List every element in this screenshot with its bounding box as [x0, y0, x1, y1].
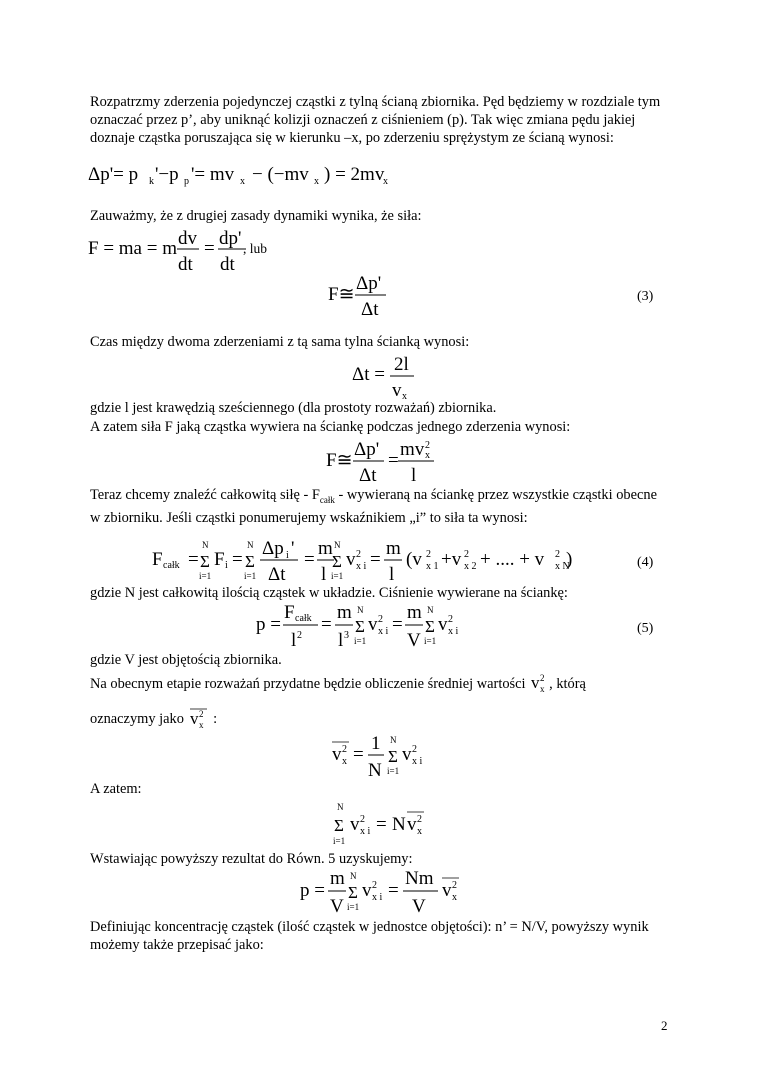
svg-text:V: V	[330, 896, 344, 917]
svg-text:całk: całk	[295, 613, 312, 624]
svg-text:l: l	[338, 630, 344, 651]
svg-text:Δt: Δt	[268, 564, 286, 585]
svg-text:Δp': Δp'	[354, 439, 380, 460]
svg-text:Σ: Σ	[425, 617, 435, 636]
paragraph-collision: Rozpatrzmy zderzenia pojedynczej cząstki z tylną ścianą zbiornika. Pęd będziemy w rozdziale tym oznaczać przez p’, aby uniknąć kolizji oznaczeń z ciśnieniem (p). Tak więc zmiana pędu jakiej doznaje cząstka poruszająca się w kierunku –x, po zderzeniu sprężystym ze ścianą wynosi:	[90, 94, 661, 146]
svg-text:) = 2mv: ) = 2mv	[324, 164, 385, 185]
equation-4-total-force	[152, 537, 572, 587]
svg-text:p: p	[184, 176, 189, 187]
svg-text:=: =	[376, 814, 387, 835]
equation-sum-equals-n-mean	[330, 800, 440, 850]
svg-text:dt: dt	[220, 254, 235, 275]
paragraph-volume: gdzie V jest objętością zbiornika.	[90, 652, 282, 668]
svg-text:N: N	[390, 735, 397, 745]
paragraph-second-law: Zauważmy, że z drugiej zasady dynamiki wynika, że siła:	[90, 208, 422, 224]
svg-text:N: N	[357, 605, 364, 615]
svg-text:l: l	[411, 465, 417, 486]
svg-text:x i: x i	[372, 892, 383, 903]
svg-text:Δp': Δp'	[356, 273, 382, 294]
svg-text:=: =	[204, 238, 215, 259]
equation-mean-square-velocity	[330, 732, 440, 782]
svg-text:Σ: Σ	[355, 617, 365, 636]
svg-text:i=1: i=1	[333, 836, 346, 846]
svg-text:Σ: Σ	[348, 883, 358, 902]
svg-text:x: x	[425, 450, 430, 461]
svg-text:Δt =: Δt =	[352, 364, 385, 385]
paragraph-collision-time: Czas między dwoma zderzeniami z tą sama tylna ścianką wynosi:	[90, 334, 470, 350]
svg-text:2: 2	[452, 880, 457, 891]
equation-pressure-mean	[300, 866, 470, 918]
svg-text:m: m	[407, 602, 422, 623]
svg-text:i=1: i=1	[244, 571, 257, 581]
svg-text:2: 2	[448, 614, 453, 625]
svg-text:dv: dv	[178, 228, 197, 249]
svg-text:N: N	[337, 802, 344, 812]
svg-text:v: v	[346, 549, 356, 570]
svg-text:l: l	[389, 564, 395, 585]
svg-text:v: v	[407, 814, 417, 835]
svg-text:i: i	[286, 550, 289, 561]
svg-text:+v: +v	[441, 549, 462, 570]
svg-text:Σ: Σ	[334, 816, 344, 835]
svg-text:=: =	[304, 549, 315, 570]
svg-text:i=1: i=1	[424, 636, 437, 646]
svg-text:': '	[291, 538, 295, 559]
svg-text:Nm: Nm	[405, 868, 434, 889]
svg-text:N: N	[392, 814, 406, 835]
svg-text:l: l	[291, 630, 297, 651]
svg-text:2: 2	[412, 744, 417, 755]
svg-text:2: 2	[198, 709, 204, 719]
total-force-text-before: Teraz chcemy znaleźć całkowitą siłę - F	[90, 487, 320, 503]
svg-text:x: x	[402, 391, 407, 401]
svg-text:x: x	[342, 756, 347, 767]
svg-text:2: 2	[555, 549, 560, 560]
total-force-text-after: - wywieraną na ściankę przez wszystkie cząstki obecne w zbiorniku. Jeśli cząstki ponumerujemy wskaźnikiem „i” to siła ta wynosi:	[90, 487, 657, 526]
svg-text:całk: całk	[163, 560, 180, 571]
svg-text:dp': dp'	[219, 228, 242, 249]
equation-single-collision-force	[326, 436, 446, 486]
inline-vx-squared	[529, 672, 549, 694]
svg-text:k: k	[149, 176, 154, 187]
svg-text:2: 2	[425, 440, 430, 451]
svg-text:=: =	[321, 614, 332, 635]
lub-label: , lub	[243, 241, 268, 256]
svg-text:2: 2	[426, 549, 431, 560]
svg-text:l: l	[321, 564, 327, 585]
svg-text:p =: p =	[300, 880, 325, 901]
svg-text:2: 2	[342, 744, 347, 755]
paragraph-substitution: Wstawiając powyższy rezultat do Równ. 5 uzyskujemy:	[90, 851, 413, 867]
svg-text:Δp'= p: Δp'= p	[88, 164, 139, 185]
svg-text:i=1: i=1	[347, 902, 360, 912]
mean-text-line1: Na obecnym etapie rozważań przydatne będzie obliczenie średniej wartości	[90, 676, 526, 692]
svg-text:x 2: x 2	[464, 561, 477, 572]
svg-text:N: N	[334, 540, 341, 550]
svg-text:v: v	[531, 673, 540, 692]
svg-text:v: v	[189, 709, 199, 728]
svg-text:m: m	[386, 538, 401, 559]
svg-text:p =: p =	[256, 614, 281, 635]
svg-text:'= mv: '= mv	[191, 164, 235, 185]
svg-text:F: F	[214, 549, 225, 570]
svg-text:2: 2	[540, 673, 545, 683]
svg-text:Σ: Σ	[245, 552, 255, 571]
svg-text:F: F	[152, 549, 163, 570]
equation-3-force-approx	[328, 270, 398, 320]
svg-text:Δt: Δt	[359, 465, 377, 486]
svg-text:F≅: F≅	[326, 450, 353, 471]
svg-text:x: x	[417, 826, 422, 837]
svg-text:i=1: i=1	[331, 571, 344, 581]
paragraph-therefore: A zatem:	[90, 781, 142, 797]
svg-text:mv: mv	[400, 439, 425, 460]
svg-text:m: m	[337, 602, 352, 623]
svg-text:2: 2	[417, 814, 422, 825]
svg-text:=: =	[353, 744, 364, 765]
svg-text:v: v	[402, 744, 412, 765]
svg-text:F≅: F≅	[328, 284, 355, 305]
svg-text:m: m	[318, 538, 333, 559]
svg-text:=: =	[392, 614, 403, 635]
svg-text:x: x	[314, 176, 319, 187]
svg-text:=: =	[388, 880, 399, 901]
svg-text:x i: x i	[360, 826, 371, 837]
svg-text:x: x	[198, 720, 204, 730]
mean-text-line2: oznaczymy jako	[90, 711, 184, 727]
svg-text:Σ: Σ	[200, 552, 210, 571]
svg-text:m: m	[330, 868, 345, 889]
svg-text:=: =	[370, 549, 381, 570]
svg-text:− (−mv: − (−mv	[252, 164, 309, 185]
svg-text:2: 2	[372, 880, 377, 891]
svg-text:x N: x N	[555, 561, 570, 572]
svg-text:V: V	[412, 896, 426, 917]
svg-text:x: x	[540, 684, 545, 694]
svg-text:x 1: x 1	[426, 561, 439, 572]
mean-text-line1-end: , którą	[549, 676, 586, 692]
svg-text:i: i	[225, 560, 228, 571]
svg-text:v: v	[350, 814, 360, 835]
svg-text:i=1: i=1	[387, 766, 400, 776]
svg-text:2: 2	[360, 814, 365, 825]
svg-text:x i: x i	[412, 756, 423, 767]
svg-text:V: V	[407, 630, 421, 651]
svg-text:(v: (v	[406, 549, 422, 570]
paragraph-edge-definition: gdzie l jest krawędzią sześciennego (dla prostoty rozważań) zbiornika.	[90, 400, 497, 416]
equation-momentum-change	[88, 160, 388, 188]
svg-text:v: v	[438, 614, 448, 635]
paragraph-mean-intro	[90, 672, 670, 694]
svg-text:N: N	[247, 540, 254, 550]
svg-text:2: 2	[297, 630, 302, 641]
svg-text:x i: x i	[356, 561, 367, 572]
svg-text:dt: dt	[178, 254, 193, 275]
svg-text:=: =	[232, 549, 243, 570]
svg-text:x i: x i	[448, 626, 459, 637]
svg-text:'−p: '−p	[155, 164, 179, 185]
svg-text:x: x	[383, 176, 388, 187]
paragraph-mean-notation	[90, 705, 670, 731]
svg-text:3: 3	[344, 630, 349, 641]
svg-text:Σ: Σ	[388, 747, 398, 766]
equation-time-between-collisions	[352, 351, 422, 401]
svg-text:N: N	[368, 760, 382, 781]
svg-text:=: =	[188, 549, 199, 570]
svg-text:+ .... + v: + .... + v	[480, 549, 545, 570]
svg-text:): )	[566, 549, 572, 570]
mean-text-line2-end: :	[213, 711, 218, 727]
svg-text:x i: x i	[378, 626, 389, 637]
svg-text:2l: 2l	[394, 354, 409, 375]
paragraph-single-collision-force: A zatem siła F jaką cząstka wywiera na ściankę podczas jednego zderzenia wynosi:	[90, 419, 571, 435]
inline-mean-vx-squared	[188, 705, 210, 731]
svg-text:2: 2	[464, 549, 469, 560]
paragraph-total-force	[90, 486, 670, 527]
svg-text:1: 1	[371, 733, 381, 754]
svg-text:N: N	[427, 605, 434, 615]
svg-text:N: N	[350, 871, 357, 881]
svg-text:v: v	[362, 880, 372, 901]
svg-text:x: x	[240, 176, 245, 187]
svg-text:2: 2	[378, 614, 383, 625]
paragraph-pressure: gdzie N jest całkowitą ilością cząstek w układzie. Ciśnienie wywierane na ściankę:	[90, 585, 568, 601]
svg-text:v: v	[392, 380, 402, 401]
svg-text:2: 2	[356, 549, 361, 560]
total-force-subscript: całk	[319, 494, 335, 505]
equation-number-4: (4)	[637, 555, 654, 570]
equation-number-3: (3)	[637, 289, 654, 304]
svg-text:Δt: Δt	[361, 299, 379, 320]
equation-5-pressure	[256, 600, 466, 652]
svg-text:x: x	[452, 892, 457, 903]
svg-text:Σ: Σ	[332, 552, 342, 571]
svg-text:i=1: i=1	[354, 636, 367, 646]
svg-text:v: v	[332, 744, 342, 765]
page-number: 2	[661, 1018, 668, 1033]
svg-text:F: F	[284, 602, 295, 623]
paragraph-concentration: Definiując koncentrację cząstek (ilość cząstek w jednostce objętości): n’ = N/V, powyższy wynik możemy także przepisać jako:	[90, 919, 649, 953]
svg-text:v: v	[368, 614, 378, 635]
svg-text:i=1: i=1	[199, 571, 212, 581]
svg-text:=: =	[388, 450, 399, 471]
svg-text:N: N	[202, 540, 209, 550]
svg-text:v: v	[442, 880, 452, 901]
svg-text:F = ma = m: F = ma = m	[88, 238, 177, 259]
svg-text:Δp: Δp	[262, 538, 284, 559]
equation-number-5: (5)	[637, 621, 654, 636]
